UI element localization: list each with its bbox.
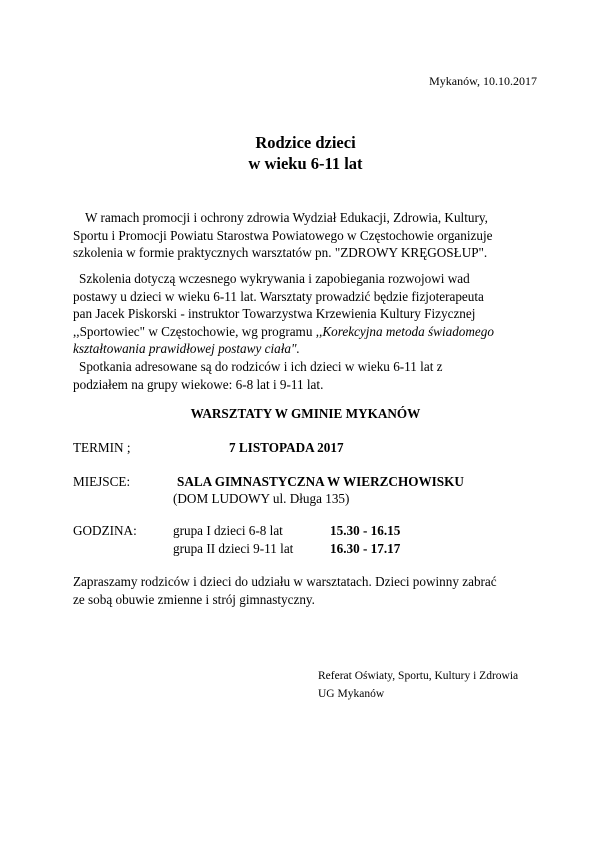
signature-office: UG Mykanów bbox=[318, 688, 385, 700]
invitation-line-1: Zapraszamy rodziców i dzieci do udziału w warsztatach. Dzieci powinny zabrać bbox=[73, 574, 497, 589]
group-2-name: grupa II dzieci 9-11 lat bbox=[173, 541, 294, 556]
details-line-7: podziałem na grupy wiekowe: 6-8 lat i 9-11 lat. bbox=[73, 376, 324, 392]
invitation-paragraph bbox=[73, 573, 538, 608]
details-line-1: Szkolenia dotyczą wczesnego wykrywania i zapobiegania rozwojowi wad bbox=[79, 271, 470, 286]
miejsce-value: SALA GIMNASTYCZNA W WIERZCHOWISKU bbox=[177, 474, 464, 489]
group-1-time: 15.30 - 16.15 bbox=[330, 523, 401, 538]
signature-block bbox=[318, 667, 518, 703]
miejsce-label: MIEJSCE: bbox=[73, 474, 131, 489]
program-name-cont: kształtowania prawidłowej postawy ciała". bbox=[73, 341, 300, 357]
details-line-3: pan Jacek Piskorski - instruktor Towarzystwa Krzewienia Kultury Fizycznej bbox=[73, 306, 476, 322]
details-line-6: Spotkania adresowane są do rodziców i ich dzieci w wieku 6-11 lat z bbox=[79, 358, 443, 374]
details-line-4-text: ,,Sportowiec" w Częstochowie, wg programu bbox=[73, 323, 316, 339]
intro-line-1: W ramach promocji i ochrony zdrowia Wydział Edukacji, Zdrowia, Kultury, bbox=[85, 210, 488, 225]
intro-paragraph bbox=[73, 209, 538, 262]
program-name: ,,Korekcyjna metoda świadomego bbox=[315, 323, 494, 339]
termin-value: 7 LISTOPADA 2017 bbox=[229, 440, 344, 455]
termin-label: TERMIN ; bbox=[73, 440, 131, 455]
intro-line-3: szkolenia w formie praktycznych warsztatów pn. "ZDROWY KRĘGOSŁUP". bbox=[73, 245, 488, 261]
details-line-4 bbox=[73, 323, 538, 341]
document-title: Rodzice dzieci bbox=[255, 133, 356, 152]
details-line-2: postawy u dzieci w wieku 6-11 lat. Warsztaty prowadzić będzie fizjoterapeuta bbox=[73, 288, 484, 304]
details-line-5 bbox=[73, 340, 538, 358]
details-paragraph bbox=[73, 270, 538, 393]
signature-department: Referat Oświaty, Sportu, Kultury i Zdrowia bbox=[318, 670, 519, 682]
document-date: Mykanów, 10.10.2017 bbox=[429, 74, 537, 88]
invitation-line-2: ze sobą obuwie zmienne i strój gimnastyczny. bbox=[73, 591, 315, 607]
intro-line-2: Sportu i Promocji Powiatu Starostwa Powiatowego w Częstochowie organizuje bbox=[73, 227, 493, 243]
group-2-time: 16.30 - 17.17 bbox=[330, 541, 401, 556]
document-subtitle: w wieku 6-11 lat bbox=[248, 154, 363, 173]
godzina-label: GODZINA: bbox=[73, 523, 137, 538]
miejsce-address: (DOM LUDOWY ul. Długa 135) bbox=[173, 491, 350, 506]
group-1-name: grupa I dzieci 6-8 lat bbox=[173, 523, 283, 538]
workshops-heading: WARSZTATY W GMINIE MYKANÓW bbox=[190, 406, 421, 421]
